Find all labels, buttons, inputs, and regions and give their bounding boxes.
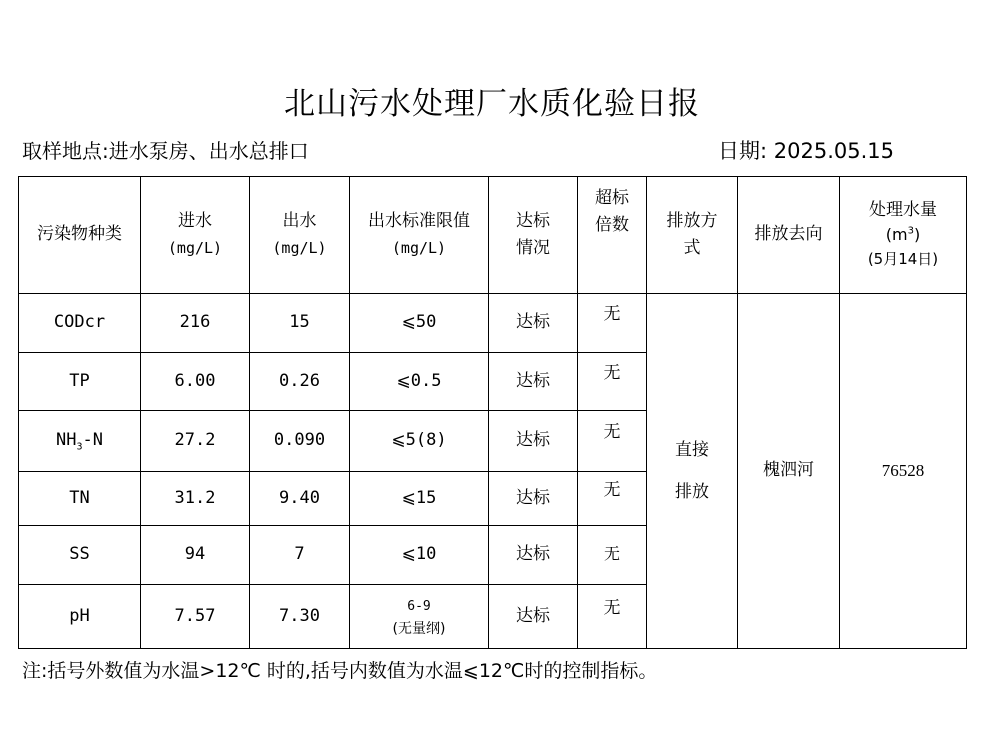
limit-value: ⩽15 bbox=[350, 472, 489, 526]
pollutant-name: CODcr bbox=[19, 294, 141, 353]
report-date: 日期: 2025.05.15 bbox=[718, 139, 894, 163]
exceed-multiple: 无 bbox=[578, 411, 647, 472]
header-discharge-dest: 排放去向 bbox=[738, 177, 840, 294]
exceed-multiple: 无 bbox=[578, 526, 647, 585]
header-outflow: 出水 (mg/L) bbox=[250, 177, 350, 294]
limit-value: ⩽50 bbox=[350, 294, 489, 353]
table-row bbox=[19, 294, 967, 353]
header-exceed: 超标 倍数 bbox=[578, 177, 647, 294]
inflow-value: 94 bbox=[141, 526, 250, 585]
limit-value: ⩽0.5 bbox=[350, 353, 489, 411]
sampling-location: 取样地点:进水泵房、出水总排口 bbox=[22, 139, 309, 163]
header-volume: 处理水量 $(m^3)$ (5月14日) bbox=[840, 177, 967, 294]
water-quality-table bbox=[18, 176, 967, 649]
discharge-method: 直接 排放 bbox=[647, 294, 738, 649]
compliance-status: 达标 bbox=[489, 411, 578, 472]
outflow-value: 0.26 bbox=[250, 353, 350, 411]
header-compliance: 达标 情况 bbox=[489, 177, 578, 294]
inflow-value: 31.2 bbox=[141, 472, 250, 526]
exceed-multiple: 无 bbox=[578, 585, 647, 649]
limit-value: 6-9 (无量纲) bbox=[350, 585, 489, 649]
exceed-multiple: 无 bbox=[578, 472, 647, 526]
pollutant-name: SS bbox=[19, 526, 141, 585]
pollutant-name: $NH_3-N$ bbox=[19, 411, 141, 472]
header-row bbox=[19, 177, 967, 294]
inflow-value: 6.00 bbox=[141, 353, 250, 411]
treated-volume: 76528 bbox=[840, 294, 967, 649]
inflow-value: 7.57 bbox=[141, 585, 250, 649]
exceed-multiple: 无 bbox=[578, 294, 647, 353]
limit-value: ⩽10 bbox=[350, 526, 489, 585]
header-discharge-method: 排放方 式 bbox=[647, 177, 738, 294]
compliance-status: 达标 bbox=[489, 526, 578, 585]
inflow-value: 27.2 bbox=[141, 411, 250, 472]
discharge-destination: 槐泗河 bbox=[738, 294, 840, 649]
inflow-value: 216 bbox=[141, 294, 250, 353]
report-title: 北山污水处理厂水质化验日报 bbox=[284, 86, 700, 122]
header-limit: 出水标准限值 (mg/L) bbox=[350, 177, 489, 294]
outflow-value: 9.40 bbox=[250, 472, 350, 526]
compliance-status: 达标 bbox=[489, 472, 578, 526]
pollutant-name: TN bbox=[19, 472, 141, 526]
footnote: 注:括号外数值为水温>12℃ 时的,括号内数值为水温⩽12℃时的控制指标。 bbox=[22, 660, 658, 682]
pollutant-name: pH bbox=[19, 585, 141, 649]
limit-value: ⩽5(8) bbox=[350, 411, 489, 472]
compliance-status: 达标 bbox=[489, 294, 578, 353]
outflow-value: 0.090 bbox=[250, 411, 350, 472]
outflow-value: 15 bbox=[250, 294, 350, 353]
outflow-value: 7.30 bbox=[250, 585, 350, 649]
compliance-status: 达标 bbox=[489, 353, 578, 411]
outflow-value: 7 bbox=[250, 526, 350, 585]
header-inflow: 进水 (mg/L) bbox=[141, 177, 250, 294]
header-pollutant: 污染物种类 bbox=[19, 177, 141, 294]
exceed-multiple: 无 bbox=[578, 353, 647, 411]
pollutant-name: TP bbox=[19, 353, 141, 411]
compliance-status: 达标 bbox=[489, 585, 578, 649]
